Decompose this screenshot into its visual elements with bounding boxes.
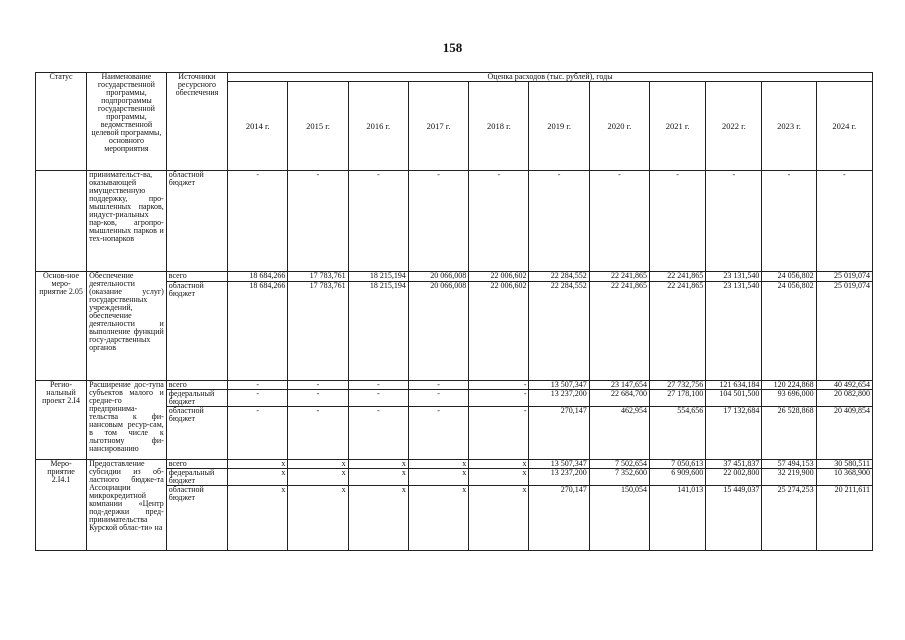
- cell-value: 13 237,200: [529, 390, 589, 407]
- cell-value: 150,054: [589, 486, 649, 551]
- cell-value: x: [228, 469, 288, 486]
- cell-value: 40 492,654: [816, 381, 872, 390]
- year-2015: 2015 г.: [288, 82, 348, 171]
- cell-value: x: [288, 469, 348, 486]
- cell-value: 22 284,552: [529, 282, 589, 381]
- cell-value: 93 696,000: [762, 390, 816, 407]
- row-source: областной бюджет: [166, 407, 227, 460]
- cell-value: -: [589, 171, 649, 272]
- header-row: [36, 73, 873, 82]
- cell-value: -: [228, 381, 288, 390]
- row-source: областной бюджет: [166, 171, 227, 272]
- cell-value: 24 056,802: [762, 282, 816, 381]
- cell-value: 22 241,865: [589, 282, 649, 381]
- cell-value: 20 082,800: [816, 390, 872, 407]
- cell-value: 24 056,802: [762, 272, 816, 282]
- cell-value: 22 284,552: [529, 272, 589, 282]
- cell-value: 7 502,654: [589, 460, 649, 469]
- year-2024: 2024 г.: [816, 82, 872, 171]
- row-name: Предоставление субсидии из об-ластного бюдже-та Ассоциации микрокредитной компании «Центр под-держки пред-принимательства Курской облас-ти» на: [87, 460, 167, 551]
- cell-value: 13 507,347: [529, 381, 589, 390]
- cell-value: 18 215,194: [348, 272, 408, 282]
- cell-value: x: [348, 486, 408, 551]
- cell-value: -: [348, 390, 408, 407]
- cell-value: x: [408, 469, 468, 486]
- cell-value: x: [408, 486, 468, 551]
- cell-value: -: [650, 171, 706, 272]
- cell-value: -: [469, 407, 529, 460]
- table-row: [36, 460, 873, 469]
- cell-value: -: [228, 407, 288, 460]
- cell-value: 121 634,184: [706, 381, 762, 390]
- cell-value: -: [288, 407, 348, 460]
- cell-value: 554,656: [650, 407, 706, 460]
- cell-value: x: [228, 460, 288, 469]
- cell-value: 270,147: [529, 407, 589, 460]
- cell-value: 22 684,700: [589, 390, 649, 407]
- table-row: [36, 272, 873, 282]
- cell-value: -: [288, 390, 348, 407]
- cell-value: -: [348, 171, 408, 272]
- row-status: [36, 171, 87, 272]
- cell-value: 20 211,611: [816, 486, 872, 551]
- cell-value: 22 006,602: [469, 282, 529, 381]
- cell-value: x: [469, 460, 529, 469]
- row-name: Расширение дос-тупа субъектов малого и средне-го предпринима-тельства к фи-нансовым ресур-сам, в том числе к льготному фи-нансированию: [87, 381, 167, 460]
- cell-value: x: [348, 460, 408, 469]
- cell-value: 17 783,761: [288, 282, 348, 381]
- cell-value: -: [469, 381, 529, 390]
- cell-value: 37 451,837: [706, 460, 762, 469]
- cell-value: x: [288, 486, 348, 551]
- cell-value: 22 006,602: [469, 272, 529, 282]
- cell-value: 120 224,868: [762, 381, 816, 390]
- cell-value: x: [469, 469, 529, 486]
- cell-value: 57 494,153: [762, 460, 816, 469]
- header-name: Наименование государственной программы, подпрограммы государственной программы, ведомственной целевой программы, основного мероприятия: [87, 73, 167, 171]
- cell-value: -: [408, 390, 468, 407]
- table-row: [36, 171, 873, 272]
- cell-value: 18 684,266: [228, 272, 288, 282]
- cell-value: 18 215,194: [348, 282, 408, 381]
- cell-value: -: [288, 171, 348, 272]
- year-2023: 2023 г.: [762, 82, 816, 171]
- row-source: всего: [166, 272, 227, 282]
- cell-value: 25 019,074: [816, 282, 872, 381]
- year-2017: 2017 г.: [408, 82, 468, 171]
- row-status: Регио-нальный проект 2.I4: [36, 381, 87, 460]
- row-status: Меро-приятие 2.I4.1: [36, 460, 87, 551]
- cell-value: -: [816, 171, 872, 272]
- page-number: 158: [442, 40, 463, 55]
- cell-value: 23 131,540: [706, 282, 762, 381]
- cell-value: 22 241,865: [650, 282, 706, 381]
- cell-value: -: [469, 390, 529, 407]
- cell-value: 22 241,865: [650, 272, 706, 282]
- cell-value: -: [529, 171, 589, 272]
- cell-value: 27 178,100: [650, 390, 706, 407]
- row-source: всего: [166, 460, 227, 469]
- cell-value: 25 019,074: [816, 272, 872, 282]
- row-source: всего: [166, 381, 227, 390]
- year-2022: 2022 г.: [706, 82, 762, 171]
- row-source: областной бюджет: [166, 282, 227, 381]
- cell-value: 7 050,613: [650, 460, 706, 469]
- cell-value: 17 783,761: [288, 272, 348, 282]
- cell-value: 13 507,347: [529, 460, 589, 469]
- cell-value: 7 352,600: [589, 469, 649, 486]
- cell-value: 27 732,756: [650, 381, 706, 390]
- cell-value: -: [348, 381, 408, 390]
- cell-value: x: [288, 460, 348, 469]
- cell-value: -: [288, 381, 348, 390]
- year-2014: 2014 г.: [228, 82, 288, 171]
- cell-value: 18 684,266: [228, 282, 288, 381]
- row-name: Обеспечение деятельности (оказание услуг) государственных учреждений, обеспечение деятельности и выполнение функций госу-дарственных органов: [87, 272, 167, 381]
- year-2021: 2021 г.: [650, 82, 706, 171]
- row-name: принимательст-ва, оказывающей имущественную поддержку, про-мышленных парков, индуст-риальных пар-ков, агропро-мышленных парков и тех-нопарков: [87, 171, 167, 272]
- cell-value: 13 237,200: [529, 469, 589, 486]
- cell-value: 15 449,037: [706, 486, 762, 551]
- cell-value: 141,013: [650, 486, 706, 551]
- cell-value: -: [469, 171, 529, 272]
- cell-value: 20 409,854: [816, 407, 872, 460]
- row-source: федеральный бюджет: [166, 469, 227, 486]
- cell-value: 22 002,800: [706, 469, 762, 486]
- cell-value: 30 580,511: [816, 460, 872, 469]
- header-status: Статус: [36, 73, 87, 171]
- cell-value: 32 219,900: [762, 469, 816, 486]
- cell-value: -: [228, 390, 288, 407]
- budget-table: [35, 72, 873, 551]
- row-source: областной бюджет: [166, 486, 227, 551]
- row-status: Основ-ное меро-приятие 2.05: [36, 272, 87, 381]
- cell-value: 23 131,540: [706, 272, 762, 282]
- cell-value: -: [408, 171, 468, 272]
- cell-value: 10 368,900: [816, 469, 872, 486]
- cell-value: 17 132,684: [706, 407, 762, 460]
- cell-value: -: [348, 407, 408, 460]
- cell-value: 20 066,008: [408, 282, 468, 381]
- cell-value: 270,147: [529, 486, 589, 551]
- year-2020: 2020 г.: [589, 82, 649, 171]
- cell-value: -: [408, 381, 468, 390]
- cell-value: x: [408, 460, 468, 469]
- cell-value: x: [469, 486, 529, 551]
- cell-value: -: [408, 407, 468, 460]
- year-2016: 2016 г.: [348, 82, 408, 171]
- cell-value: -: [762, 171, 816, 272]
- row-source: федеральный бюджет: [166, 390, 227, 407]
- cell-value: 23 147,654: [589, 381, 649, 390]
- cell-value: 104 501,500: [706, 390, 762, 407]
- cell-value: 22 241,865: [589, 272, 649, 282]
- cell-value: 462,954: [589, 407, 649, 460]
- cell-value: 6 909,600: [650, 469, 706, 486]
- cell-value: 25 274,253: [762, 486, 816, 551]
- table-row: [36, 381, 873, 390]
- year-2019: 2019 г.: [529, 82, 589, 171]
- cell-value: x: [348, 469, 408, 486]
- header-estimate: Оценка расходов (тыс. рублей), годы: [228, 73, 873, 82]
- cell-value: -: [706, 171, 762, 272]
- header-sources: Источники ресурсного обеспечения: [166, 73, 227, 171]
- cell-value: x: [228, 486, 288, 551]
- cell-value: 20 066,008: [408, 272, 468, 282]
- cell-value: 26 528,868: [762, 407, 816, 460]
- year-2018: 2018 г.: [469, 82, 529, 171]
- cell-value: -: [228, 171, 288, 272]
